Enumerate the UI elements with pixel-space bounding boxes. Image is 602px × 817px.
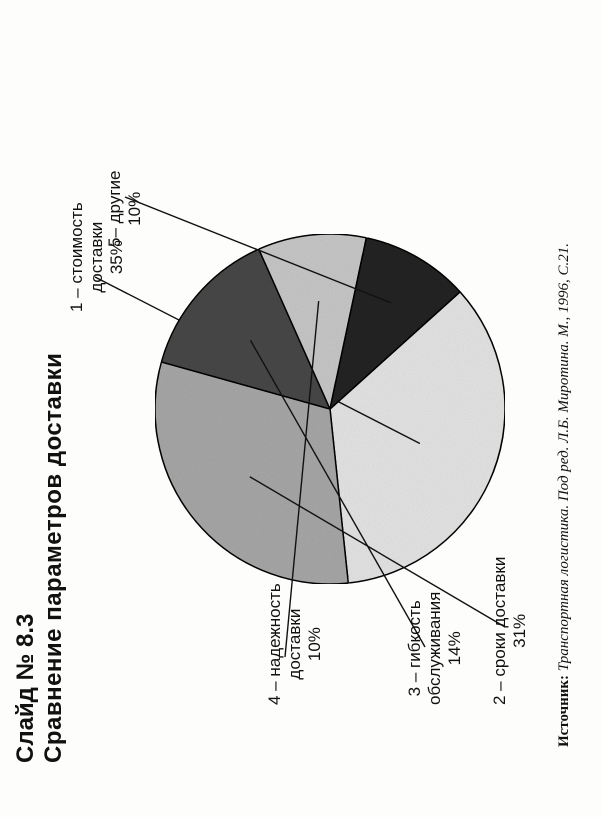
slice-label-line: 14% <box>445 631 464 666</box>
slice-label-line: 2 – сроки доставки <box>490 556 509 705</box>
source-text: Транспортная логистика. Под ред. Л.Б. Миротина. М., 1996, С.21. <box>556 243 572 672</box>
slice-label-line: 10% <box>305 627 324 662</box>
slice-label-line: 3 – гибкость <box>405 600 424 697</box>
slice-label-line: 35% <box>107 240 126 275</box>
slice-label-line: доставки <box>285 608 304 680</box>
slice-label-line: доставки <box>87 221 106 293</box>
slice-label-flexibility <box>405 592 464 705</box>
slide-number-title: Слайд № 8.3 <box>12 613 39 763</box>
slice-label-other <box>105 171 144 247</box>
slice-label-time <box>490 557 529 705</box>
slice-label-line: 5– другие <box>105 170 124 247</box>
slice-label-line: 10% <box>125 191 144 226</box>
source-note <box>556 243 573 747</box>
slice-label-line: 31% <box>510 613 529 648</box>
slice-label-line: 1 – стоимость <box>67 202 86 312</box>
slide-title: Сравнение параметров доставки <box>40 352 67 763</box>
slice-label-line: 4 – надежность <box>265 583 284 705</box>
slice-label-line: обслуживания <box>425 591 444 705</box>
slice-label-reliability <box>265 583 324 705</box>
source-label: Источник: <box>556 675 572 747</box>
